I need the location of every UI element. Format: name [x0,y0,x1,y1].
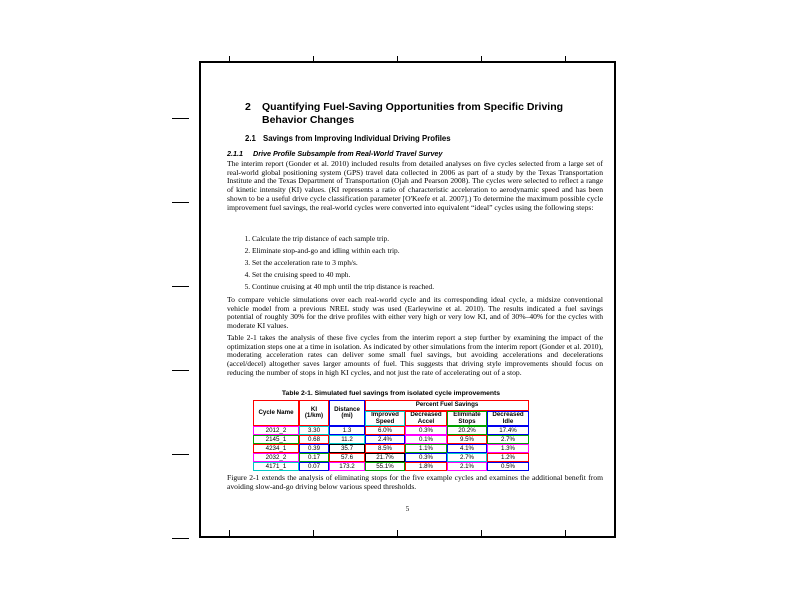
group-header-percent-fuel-savings: Percent Fuel Savings [365,400,529,411]
cell-value: 57.6 [329,453,365,462]
section-heading [245,134,605,143]
paragraph-simulation-results: To compare vehicle simulations over each real-world cycle and its corresponding ideal cycle, a midsize conventional vehicle model from a previous NREL study was used (Earleywine et al. 2010). The results indicated a fuel savings potential of roughly 30% for the drive profiles with either very high or very low KI, and of 30%–40% for the cycles with moderate KI values. [227,295,603,331]
cell-value: 1.2% [487,453,529,462]
cell-value: 0.68 [299,435,329,444]
step-item: 4. Set the cruising speed to 40 mph. [252,271,592,280]
paragraph-table-discussion: Table 2-1 takes the analysis of these five cycles from the interim report a step further by examining the impact of the optimization steps one at a time in isolation. As indicated by other simulations from the interim report (Gonder et al. 2010), moderating acceleration rates can deliver some small fuel savings, but avoiding accelerations and decelerations (accel/decel) altogether saves larger amounts of fuel. This suggests that driving style improvements should focus on reducing the number of stops in high KI cycles, and not just the rate of accelerating out of a stop. [227,333,603,377]
subsection-heading [227,149,597,158]
cell-value: 1.3% [487,444,529,453]
cell-value: 4.1% [447,444,487,453]
cell-value: 0.5% [487,462,529,471]
chapter-title: Quantifying Fuel-Saving Opportunities from Specific Driving Behavior Changes [262,101,564,126]
cell-value: 2.7% [447,453,487,462]
table-row [253,453,529,462]
ideal-cycle-steps-list [201,235,592,295]
ruler-tick [172,370,189,371]
report-page [199,61,616,538]
cell-value: 17.4% [487,426,529,435]
cell-cycle-name: 2032_2 [253,453,299,462]
step-item: 3. Set the acceleration rate to 3 mph/s. [252,259,592,268]
col-subheader: Eliminate Stops [447,411,487,426]
cell-value: 0.39 [299,444,329,453]
ruler-tick [172,286,189,287]
step-item: 5. Continue cruising at 40 mph until the trip distance is reached. [252,283,592,292]
ruler-tick [565,56,566,61]
cell-value: 2.1% [447,462,487,471]
cell-value: 1.1% [405,444,447,453]
cell-cycle-name: 4171_1 [253,462,299,471]
cell-value: 2.7% [487,435,529,444]
table-caption: Table 2-1. Simulated fuel savings from isolated cycle improvements [281,390,501,397]
col-subheader: Decreased Idle [487,411,529,426]
cell-value: 6.0% [365,426,405,435]
cell-value: 11.2 [329,435,365,444]
table-row [253,426,529,435]
cell-value: 2.4% [365,435,405,444]
cell-value: 35.7 [329,444,365,453]
subsection-title: Drive Profile Subsample from Real-World Travel Survey [253,149,443,158]
step-item: 2. Eliminate stop-and-go and idling within each trip. [252,247,592,256]
cell-value: 3.30 [299,426,329,435]
cell-value: 1.3 [329,426,365,435]
section-title: Savings from Improving Individual Driving Profiles [263,134,451,143]
cell-value: 21.7% [365,453,405,462]
section-number: 2.1 [245,134,256,143]
fuel-savings-table [253,400,529,471]
paragraph-figure-intro: Figure 2-1 extends the analysis of eliminating stops for the five example cycles and examines the additional benefit from avoiding slow-and-go driving below various speed thresholds. [227,473,603,491]
col-subheader: Decreased Accel [405,411,447,426]
ruler-tick [172,454,189,455]
cell-value: 9.5% [447,435,487,444]
ruler-tick [229,56,230,61]
cell-value: 0.3% [405,453,447,462]
cell-value: 8.5% [365,444,405,453]
ruler-tick [313,56,314,61]
ruler-tick [172,202,189,203]
cell-cycle-name: 2012_2 [253,426,299,435]
col-header: Cycle Name [253,400,299,426]
cell-value: 1.8% [405,462,447,471]
ruler-tick [313,530,314,536]
ruler-tick [172,118,189,119]
ruler-tick [397,56,398,61]
col-header: KI (1/km) [299,400,329,426]
cell-cycle-name: 2145_1 [253,435,299,444]
col-header: Distance (mi) [329,400,365,426]
fuel-savings-table-wrap [253,400,529,471]
step-item: 1. Calculate the trip distance of each sample trip. [252,235,592,244]
paragraph-intro: The interim report (Gonder et al. 2010) included results from detailed analyses on five cycles selected from a large set of real-world global positioning system (GPS) travel data collected in 2006 as part of a study by the Texas Transportation Institute and the Texas Department of Transportation (Ojah and Pearson 2008). The cycles were selected to reflect a range of kinetic intensity (KI) values. (KI represents a ratio of characteristic acceleration to aerodynamic speed and has been shown to be a useful drive cycle classification parameter [O'Keefe et al. 2007].) To determine the maximum possible cycle improvement fuel savings, the real-world cycles were converted into equivalent “ideal” cycles using the following steps: [227,159,603,212]
cell-value: 0.17 [299,453,329,462]
cell-cycle-name: 4234_1 [253,444,299,453]
ruler-tick [481,530,482,536]
ruler-tick [481,56,482,61]
ruler-tick [565,530,566,536]
cell-value: 0.07 [299,462,329,471]
chapter-heading [245,101,601,126]
table-row [253,435,529,444]
cell-value: 55.1% [365,462,405,471]
chapter-number: 2 [245,101,251,113]
subsection-number: 2.1.1 [227,149,243,158]
table-row [253,444,529,453]
ruler-tick [229,530,230,536]
cell-value: 0.3% [405,426,447,435]
table-row [253,462,529,471]
col-subheader: Improved Speed [365,411,405,426]
cell-value: 173.2 [329,462,365,471]
page-number: 5 [405,505,410,513]
cell-value: 20.2% [447,426,487,435]
cell-value: 0.1% [405,435,447,444]
ruler-tick [397,530,398,536]
ruler-tick [172,538,189,539]
